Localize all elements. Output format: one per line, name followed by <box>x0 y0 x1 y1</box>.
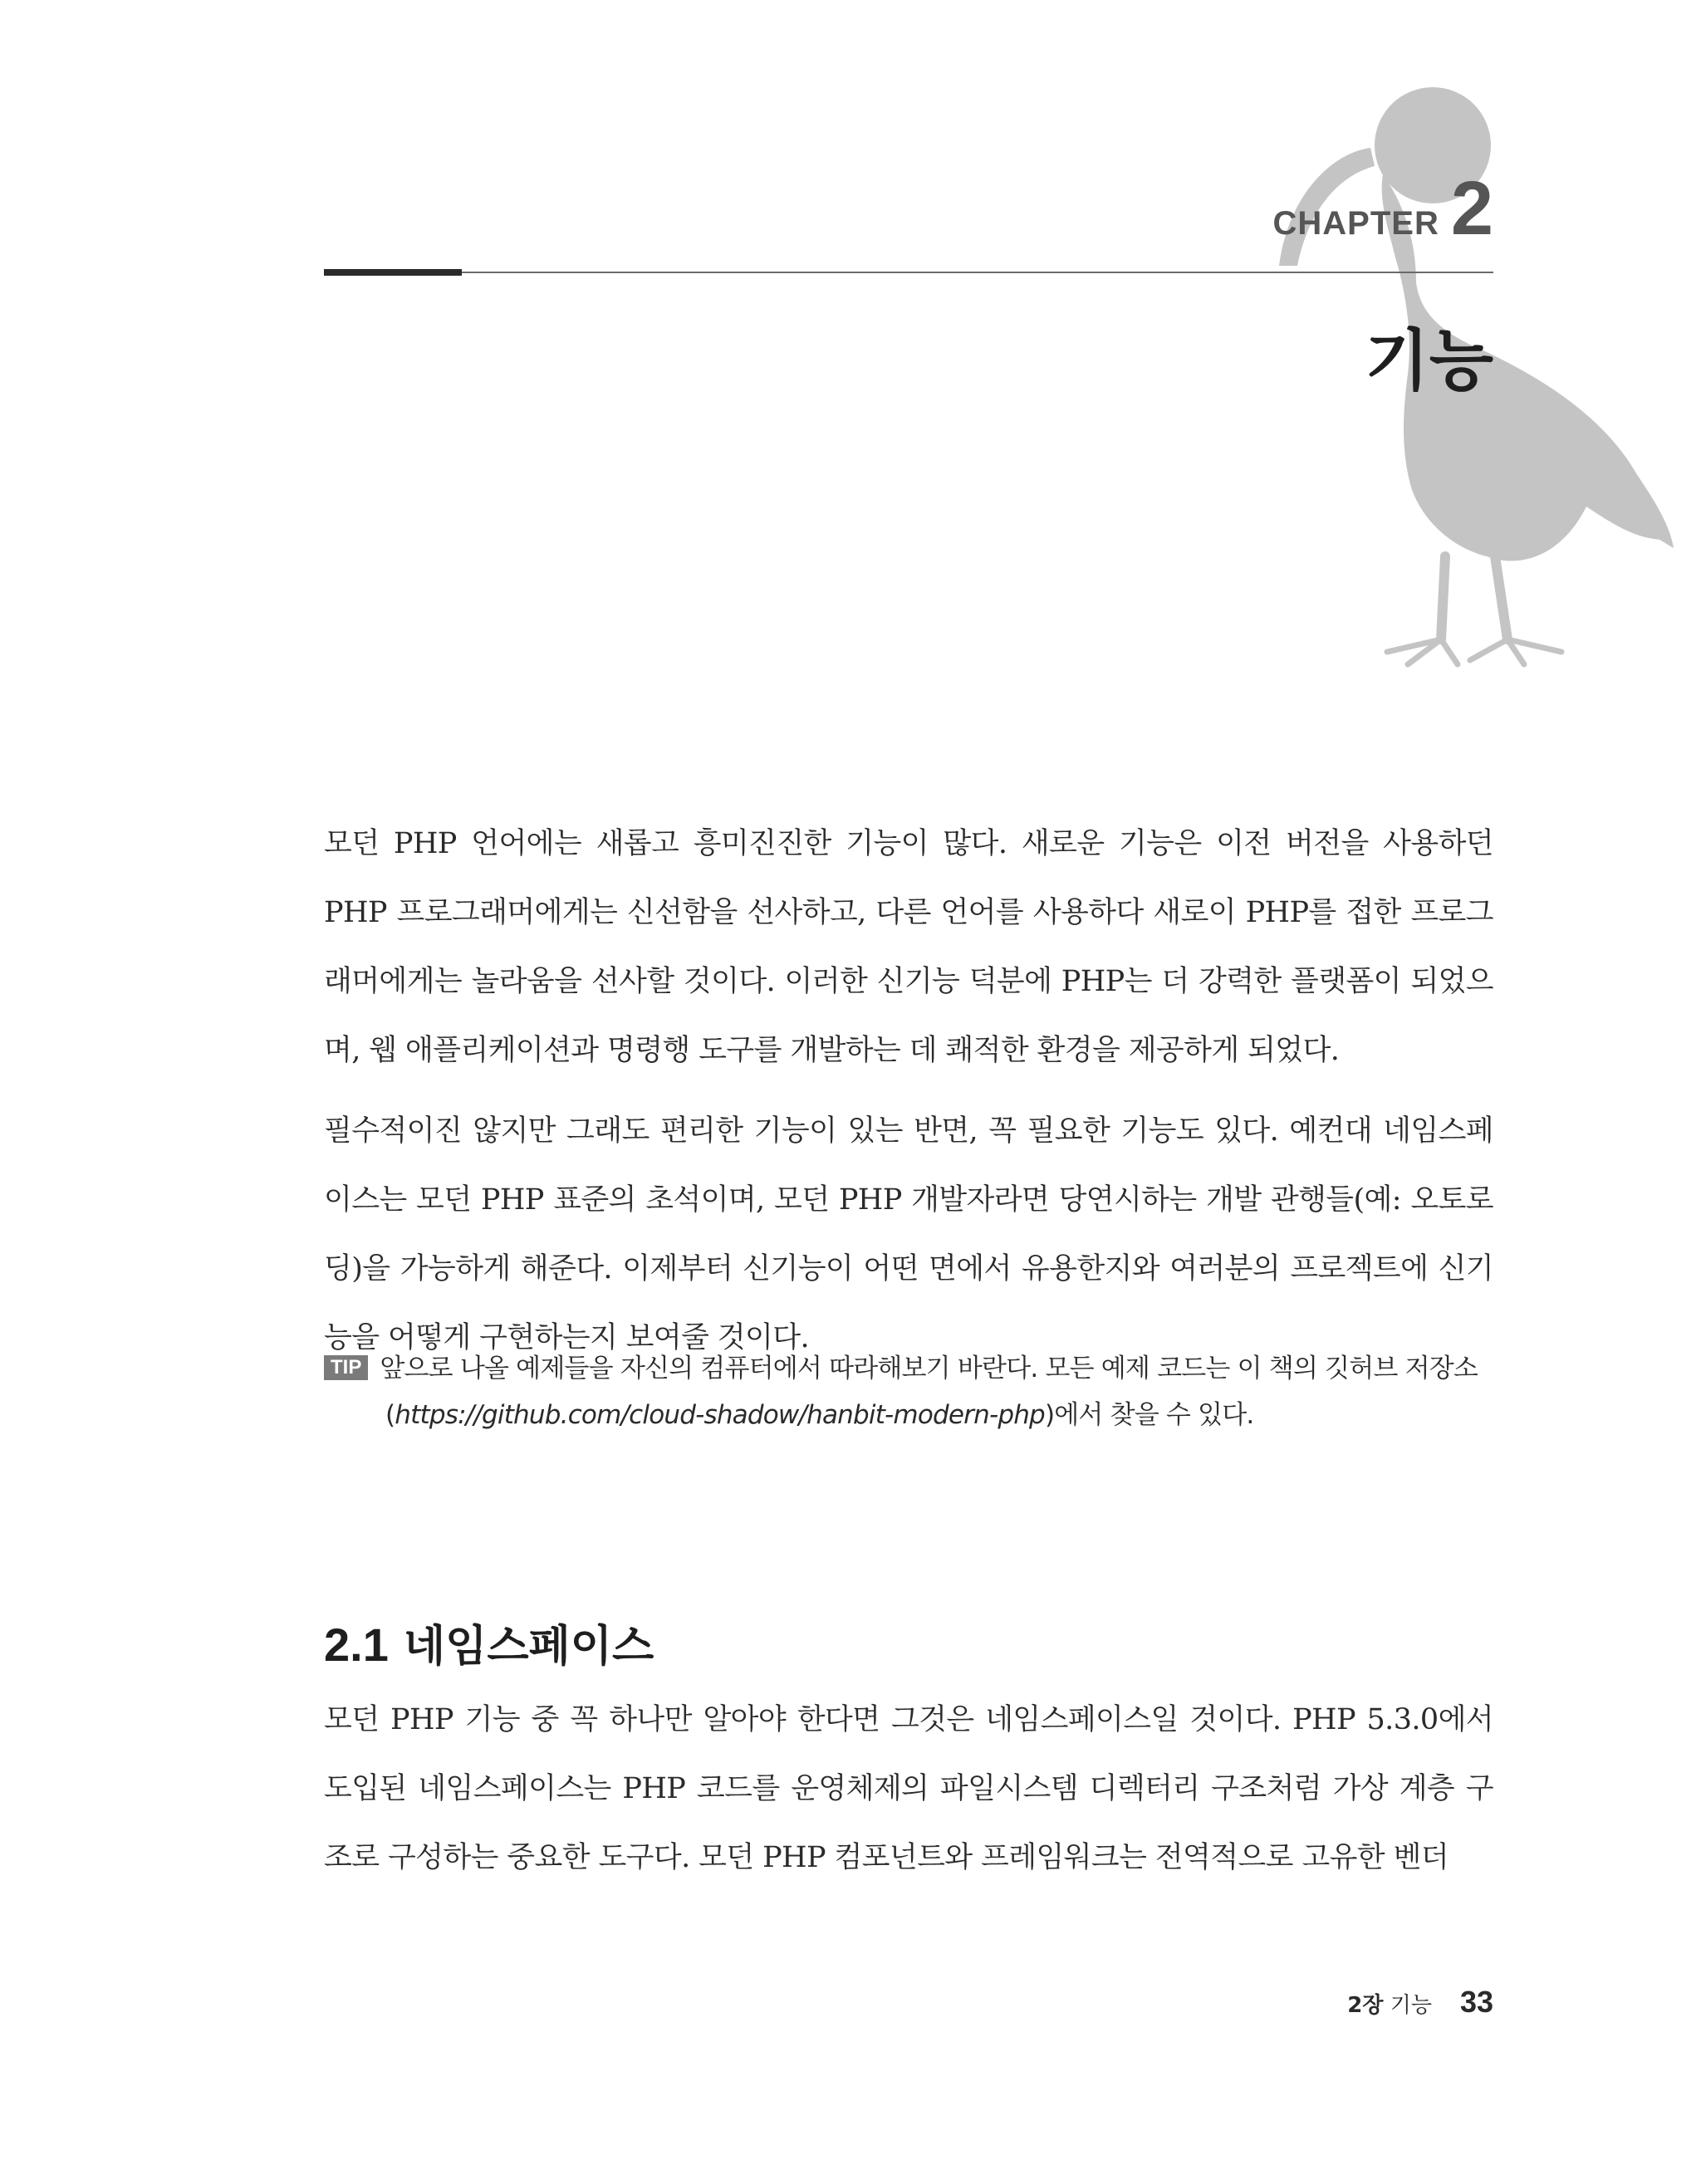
intro-paragraph-2: 필수적이진 않지만 그래도 편리한 기능이 있는 반면, 꼭 필요한 기능도 있다. 예컨대 네임스페이스는 모던 PHP 표준의 초석이며, 모던 PHP 개발자라면 당연시하는 개발 관행들(예: 오토로딩)을 가능하게 해준다. 이제부터 신기능이 어떤 면에서 유용한지와 여러분의 프로젝트에 신기능을 어떻게 구현하는지 보여줄 것이다. <box>324 1114 1493 1354</box>
footer-chapter <box>1347 1988 1432 2019</box>
github-repo-link[interactable]: https://github.com/cloud-shadow/hanbit-modern-php <box>395 1400 1045 1430</box>
section-heading <box>324 1611 654 1673</box>
section-title: 네임스페이스 <box>403 1622 654 1672</box>
chapter-title: 기능 <box>1365 322 1493 399</box>
section-number: 2.1 <box>324 1618 389 1671</box>
tip-line-1 <box>324 1345 1493 1392</box>
section-paragraph-1: 모던 PHP 기능 중 꼭 하나만 알아야 한다면 그것은 네임스페이스일 것이다. PHP 5.3.0에서 도입된 네임스페이스는 PHP 코드를 운영체제의 파일시스템 디렉터리 구조처럼 가상 계층 구조로 구성하는 중요한 도구다. 모던 PHP 컴포넌트와 프레임워크는 전역적으로 고유한 벤더 <box>324 1703 1493 1874</box>
tip-open-paren: ( <box>385 1400 395 1430</box>
page-number: 33 <box>1459 1985 1493 2019</box>
footer-chapter-name: 기능 <box>1390 1993 1432 2018</box>
tip-badge: TIP <box>324 1355 368 1380</box>
intro-text <box>324 810 1493 1384</box>
chapter-rule-thick <box>324 269 462 276</box>
footer-chapter-label: 2장 <box>1347 1993 1384 2018</box>
tip-box <box>324 1345 1493 1438</box>
intro-paragraph-1: 모던 PHP 언어에는 새롭고 흥미진진한 기능이 많다. 새로운 기능은 이전 버전을 사용하던 PHP 프로그래머에게는 신선함을 선사하고, 다른 언어를 사용하다 새로이 PHP를 접한 프로그래머에게는 놀라움을 선사할 것이다. 이러한 신기능 덕분에 PHP는 더 강력한 플랫폼이 되었으며, 웹 애플리케이션과 명령행 도구를 개발하는 데 쾌적한 환경을 제공하게 되었다. <box>324 827 1493 1067</box>
tip-text: 앞으로 나올 예제들을 자신의 컴퓨터에서 따라해보기 바란다. 모든 예제 코드는 이 책의 깃허브 저장소 <box>380 1354 1478 1383</box>
chapter-heading <box>1272 166 1493 251</box>
chapter-number: 2 <box>1450 166 1493 251</box>
chapter-label: CHAPTER <box>1272 205 1439 242</box>
tip-text-suffix: )에서 찾을 수 있다. <box>1044 1400 1254 1430</box>
page-footer <box>1347 1985 1493 2020</box>
tip-line-2 <box>324 1392 1493 1438</box>
section-text <box>324 1686 1493 1904</box>
chapter-rule-thin <box>462 272 1493 273</box>
